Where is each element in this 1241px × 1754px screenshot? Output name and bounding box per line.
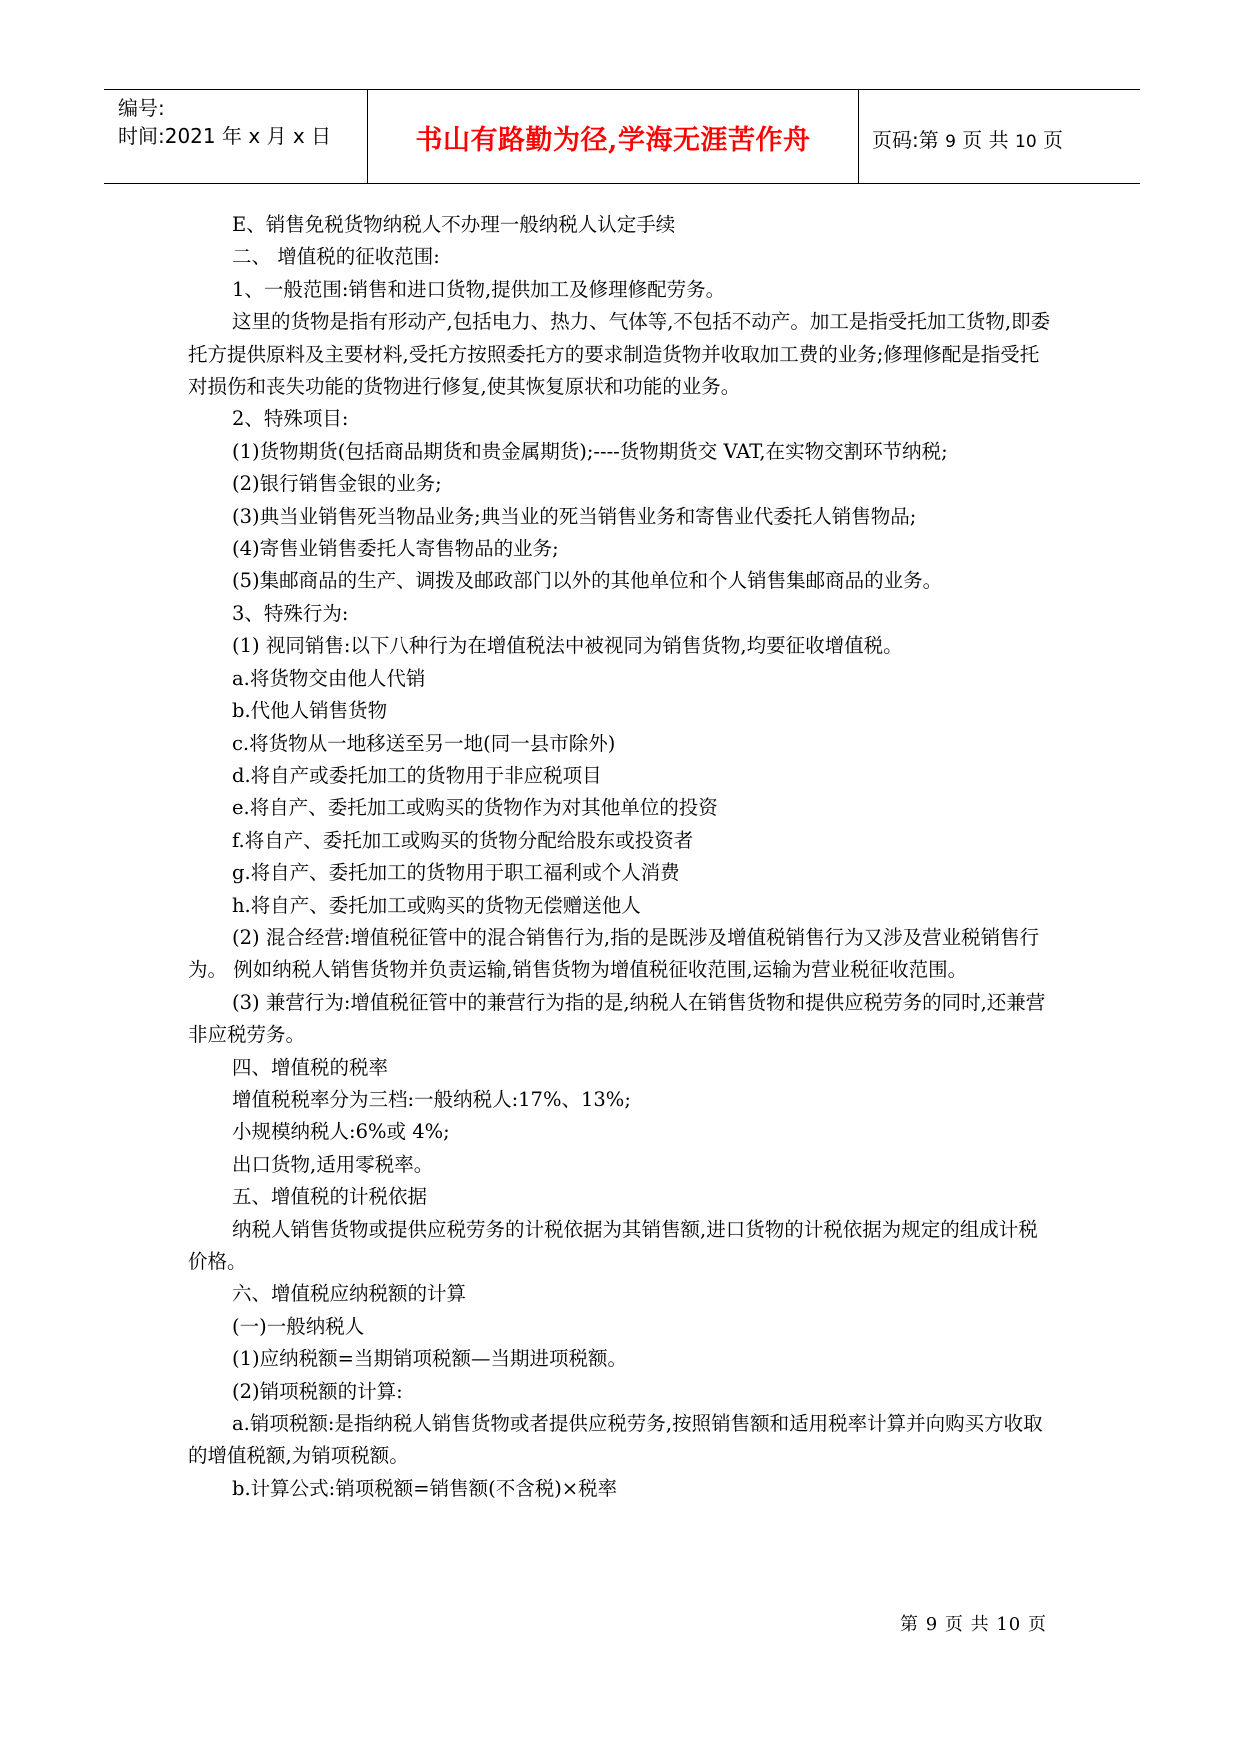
paragraph: E、销售免税货物纳税人不办理一般纳税人认定手续 (232, 213, 676, 236)
paragraph: 出口货物,适用零税率。 (232, 1152, 434, 1176)
list-item: (5)集邮商品的生产、调拨及邮政部门以外的其他单位和个人销售集邮商品的业务。 (232, 569, 943, 593)
list-item: e.将自产、委托加工或购买的货物作为对其他单位的投资 (232, 796, 718, 820)
list-item: (4)寄售业销售委托人寄售物品的业务; (232, 537, 559, 561)
list-item: (3)典当业销售死当物品业务;典当业的死当销售业务和寄售业代委托人销售物品; (232, 504, 917, 528)
list-item: (2) 混合经营:增值税征管中的混合销售行为,指的是既涉及增值税销售行为又涉及营业税销售行为。 例如纳税人销售货物并负责运输,销售货物为增值税征收范围,运输为营业税征收范围。 (188, 925, 1040, 982)
paragraph: 这里的货物是指有形动产,包括电力、热力、气体等,不包括不动产。加工是指受托加工货物,即委托方提供原料及主要材料,受托方按照委托方的要求制造货物并收取加工费的业务;修理修配是指受托对损伤和丧失功能的货物进行修复,使其恢复原状和功能的业务。 (188, 310, 1051, 399)
list-item: c.将货物从一地移送至另一地(同一县市除外) (232, 731, 616, 755)
list-item: f.将自产、委托加工或购买的货物分配给股东或投资者 (232, 828, 694, 852)
paragraph: 3、特殊行为: (232, 601, 349, 625)
header-number-label: 编号: (118, 96, 165, 120)
list-item: h.将自产、委托加工或购买的货物无偿赠送他人 (232, 893, 641, 917)
header-page-mid: 页 共 (962, 128, 1009, 152)
paragraph: a.销项税额:是指纳税人销售货物或者提供应税劳务,按照销售额和适用税率计算并向购买方收取的增值税额,为销项税额。 (188, 1412, 1043, 1468)
header-page-total: 10 (1015, 132, 1037, 152)
page-footer: 第 9 页 共 10 页 (900, 1614, 1047, 1635)
header-page-current: 9 (945, 132, 956, 152)
list-item: a.将货物交由他人代销 (232, 666, 426, 690)
list-item: (2)销项税额的计算: (232, 1379, 403, 1403)
header-page-number (872, 124, 1063, 153)
header-page-prefix: 页码:第 (872, 128, 939, 152)
paragraph: b.计算公式:销项税额=销售额(不含税)×税率 (232, 1476, 618, 1500)
paragraph: 小规模纳税人:6%或 4%; (232, 1120, 450, 1144)
header-meta (118, 94, 331, 150)
paragraph: 1、一般范围:销售和进口货物,提供加工及修理修配劳务。 (232, 277, 726, 301)
section-heading: 六、增值税应纳税额的计算 (232, 1282, 467, 1306)
list-item: (2)银行销售金银的业务; (232, 472, 442, 496)
page-header (104, 89, 1140, 184)
paragraph: 纳税人销售货物或提供应税劳务的计税依据为其销售额,进口货物的计税依据为规定的组成计税价格。 (188, 1217, 1038, 1273)
list-item: b.代他人销售货物 (232, 699, 388, 723)
section-heading: 四、增值税的税率 (232, 1055, 389, 1079)
header-motto: 书山有路勤为径,学海无涯苦作舟 (415, 125, 811, 156)
list-item: (1)货物期货(包括商品期货和贵金属期货);----货物期货交 VAT,在实物交割环节纳税; (232, 439, 948, 463)
list-item: (3) 兼营行为:增值税征管中的兼营行为指的是,纳税人在销售货物和提供应税劳务的同时,还兼营非应税劳务。 (188, 990, 1046, 1047)
list-item: g.将自产、委托加工的货物用于职工福利或个人消费 (232, 861, 680, 885)
header-page-suffix: 页 (1043, 128, 1064, 152)
list-item: (1)应纳税额=当期销项税额—当期进项税额。 (232, 1347, 627, 1371)
document-body (188, 209, 1054, 1505)
section-heading: 五、增值税的计税依据 (232, 1185, 428, 1209)
list-item: d.将自产或委托加工的货物用于非应税项目 (232, 763, 602, 787)
header-time-label: 时间:2021 年 x 月 x 日 (118, 124, 332, 148)
header-divider-right (858, 90, 859, 183)
paragraph: (一)一般纳税人 (232, 1314, 365, 1338)
paragraph: 增值税税率分为三档:一般纳税人:17%、13%; (232, 1087, 631, 1111)
paragraph: 2、特殊项目: (232, 407, 349, 431)
section-heading: 二、 增值税的征收范围: (232, 245, 440, 269)
list-item: (1) 视同销售:以下八种行为在增值税法中被视同为销售货物,均要征收增值税。 (232, 634, 903, 658)
